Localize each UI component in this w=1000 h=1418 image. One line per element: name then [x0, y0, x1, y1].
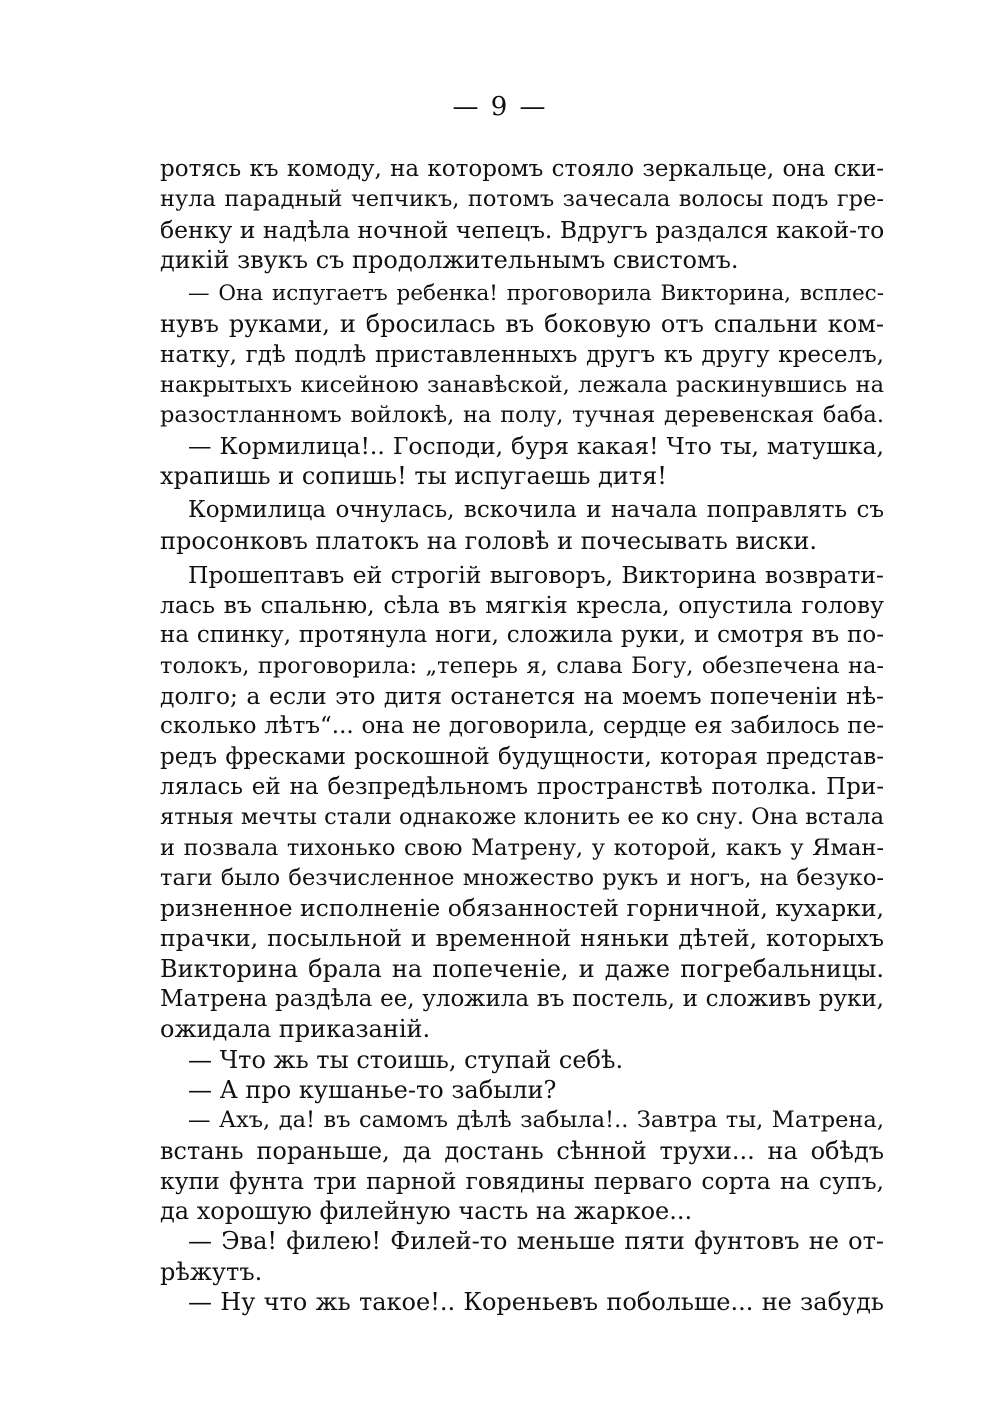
text-line: — Эва! филею! Филей-то меньше пяти фунтовъ не от-	[188, 1227, 884, 1256]
text-line: — Кормилица!.. Господи, буря какая! Что ты, матушка,	[188, 431, 884, 460]
text-line: натку, гдѣ подлѣ приставленныхъ другъ къ другу креселъ,	[160, 341, 884, 368]
text-line: встань пораньше, да достань сѣнной трухи... на обѣдъ	[160, 1136, 884, 1165]
text-line: прачки, посыльной и временной няньки дѣтей, которыхъ	[160, 924, 884, 953]
text-line: ротясь къ комоду, на которомъ стояло зеркальце, она ски-	[160, 156, 884, 182]
text-line: — Ну что жь такое!.. Кореньевъ побольше... не забудь	[188, 1287, 884, 1316]
text-line: купи фунта три парной говядины перваго сорта на супъ,	[160, 1166, 884, 1195]
page-number: — 9 —	[452, 92, 548, 122]
text-line: нувъ руками, и бросилась въ боковую отъ спальни ком-	[160, 310, 884, 339]
text-line: Кормилица очнулась, вскочила и начала поправлять съ	[188, 497, 884, 524]
text-line: Матрена раздѣла ее, уложила въ постель, и сложивъ руки,	[160, 986, 884, 1013]
text-line: долго; а если это дитя останется на моемъ попеченіи нѣ-	[160, 682, 884, 711]
text-line: ризненное исполненіе обязанностей горничной, кухарки,	[160, 894, 884, 923]
text-line: на спинку, протянула ноги, сложила руки, и смотря въ по-	[160, 622, 884, 649]
text-line: лась въ спальню, сѣла въ мягкія кресла, опустила голову	[160, 591, 884, 620]
text-line: лялась ей на безпредѣльномъ пространствѣ потолка. При-	[160, 773, 884, 800]
text-line: толокъ, проговорила: „теперь я, слава Богу, обезпечена на-	[160, 652, 884, 679]
body-text	[160, 154, 884, 1317]
text-line: Прошептавъ ей строгій выговоръ, Викторина возврати-	[188, 560, 884, 589]
text-line: — Она испугаетъ ребенка! проговорила Викторина, всплес-	[188, 281, 884, 307]
text-line: да хорошую филейную часть на жаркое...	[160, 1197, 693, 1226]
text-line: — Ахъ, да! въ самомъ дѣлѣ забыла!.. Завтра ты, Матрена,	[188, 1107, 884, 1134]
text-line: Викторина брала на попеченіе, и даже погребальницы.	[160, 954, 884, 983]
text-line: храпишь и сопишь! ты испугаешь дитя!	[160, 461, 667, 490]
text-line: редъ фресками роскошной будущности, которая представ-	[160, 743, 884, 770]
text-line: ятныя мечты стали однакоже клонить ее ко сну. Она встала	[160, 804, 884, 831]
text-line: дикій звукъ съ продолжительнымъ свистомъ.	[160, 245, 739, 274]
text-line: накрытыхъ кисейною занавѣской, лежала раскинувшись на	[160, 372, 884, 399]
text-line: — Что жь ты стоишь, ступай себѣ.	[188, 1045, 624, 1074]
text-line: бенку и надѣла ночной чепецъ. Вдругъ раздался какой-то	[160, 215, 885, 244]
text-line: ожидала приказаній.	[160, 1015, 431, 1044]
text-line: — А про кушанье-то забыли?	[188, 1075, 557, 1104]
text-line: разостланномъ войлокѣ, на полу, тучная деревенская баба.	[160, 402, 884, 429]
text-line: рѣжутъ.	[160, 1257, 263, 1286]
text-line: нула парадный чепчикъ, потомъ зачесала волосы подъ гре-	[160, 186, 884, 213]
text-line: и позвала тихонько свою Матрену, у которой, какъ у Яман-	[160, 834, 884, 861]
text-line: просонковъ платокъ на головѣ и почесывать виски.	[160, 526, 818, 555]
text-line: таги было безчисленное множество рукъ и ногъ, на безуко-	[160, 864, 884, 891]
text-line: сколько лѣтъ“... она не договорила, сердце ея забилось пе-	[160, 713, 884, 740]
